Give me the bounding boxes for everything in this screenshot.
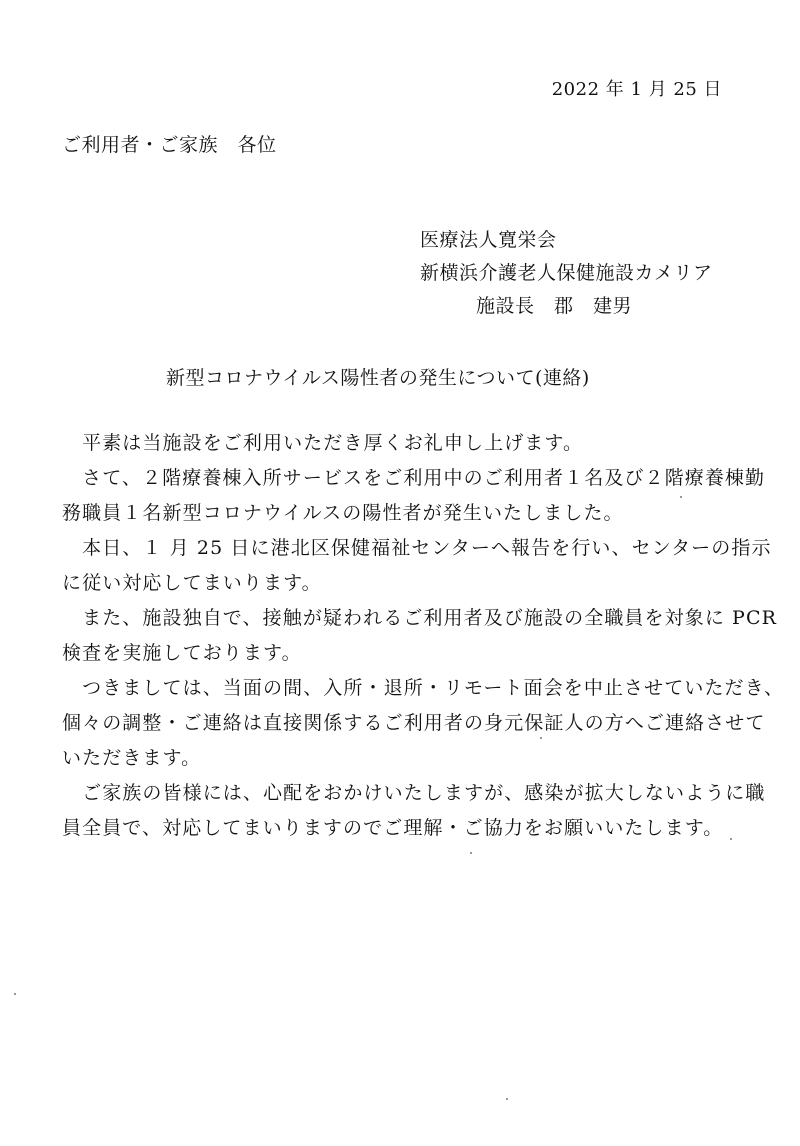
body-line: 平素は当施設をご利用いただき厚くお礼申し上げます。	[62, 432, 584, 454]
body-line: 務職員１名新型コロナウイルスの陽性者が発生いたしました。	[62, 502, 624, 524]
scan-speck	[470, 852, 472, 854]
sender-facility: 新横浜介護老人保健施設カメリア	[420, 262, 713, 284]
body-line: いただきます。	[62, 747, 202, 769]
sender-organization: 医療法人寛栄会	[420, 229, 557, 251]
sender-director: 施設長 郡 建男	[476, 295, 633, 317]
body-line: 本日、１ 月 25 日に港北区保健福祉センターへ報告を行い、センターの指示	[62, 537, 772, 559]
body-line: つきましては、当面の間、入所・退所・リモート面会を中止させていただき、	[62, 677, 785, 699]
scan-speck	[14, 993, 16, 995]
scan-speck	[506, 1098, 508, 1100]
letter-recipient: ご利用者・ご家族 各位	[62, 134, 277, 156]
body-line: さて、２階療養棟入所サービスをご利用中のご利用者１名及び２階療養棟勤	[62, 467, 766, 489]
letter-date: 2022 年 1 月 25 日	[551, 79, 722, 100]
letter-body	[62, 426, 785, 846]
scan-speck	[540, 737, 542, 739]
body-line: に従い対応してまいります。	[62, 572, 322, 594]
scan-speck	[730, 838, 732, 840]
body-line: 員全員で、対応してまいりますのでご理解・ご協力をお願いいたします。	[62, 817, 724, 839]
letter-title: 新型コロナウイルス陽性者の発生について(連絡)	[166, 367, 590, 389]
body-line: また、施設独自で、接触が疑われるご利用者及び施設の全職員を対象に PCR	[62, 607, 777, 629]
body-line: 個々の調整・ご連絡は直接関係するご利用者の身元保証人の方へご連絡させて	[62, 712, 766, 734]
scan-speck	[680, 496, 682, 498]
body-line: ご家族の皆様には、心配をおかけいたしますが、感染が拡大しないように職	[62, 782, 766, 804]
body-line: 検査を実施しております。	[62, 642, 302, 664]
